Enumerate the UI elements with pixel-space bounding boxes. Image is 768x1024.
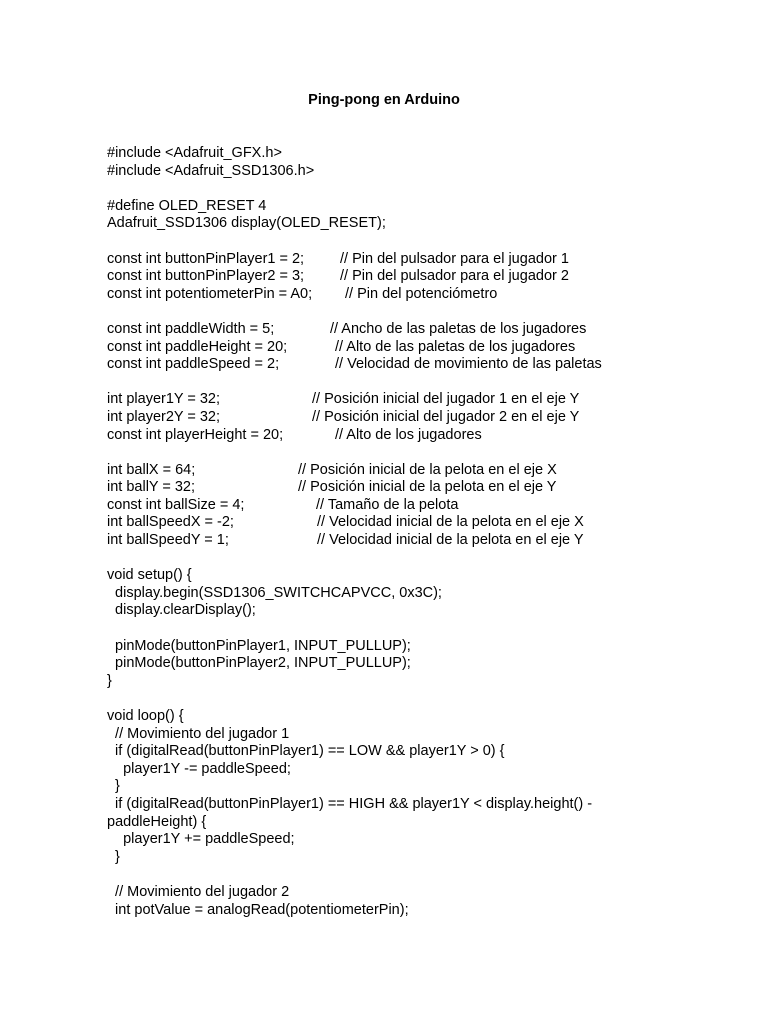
code-text: int player2Y = 32; [107,408,220,425]
code-text: const int ballSize = 4; [107,496,245,513]
code-comment: // Pin del potenciómetro [345,285,498,302]
code-comment: // Velocidad inicial de la pelota en el eje Y [317,532,584,549]
code-line [107,884,747,902]
code-comment: // Posición inicial de la pelota en el eje X [298,461,557,478]
code-line [107,620,747,638]
code-text: const int buttonPinPlayer1 = 2; [107,250,305,267]
code-line [107,602,747,620]
code-line [107,514,747,532]
code-line [107,479,747,497]
code-line [107,145,747,163]
code-comment: // Ancho de las paletas de los jugadores [330,320,587,337]
code-comment: // Alto de las paletas de los jugadores [335,338,576,355]
code-text: const int potentiometerPin = A0; [107,285,313,302]
code-text: int ballX = 64; [107,461,196,478]
code-text: const int buttonPinPlayer2 = 3; [107,268,305,285]
code-line [107,163,747,181]
code-comment: // Velocidad de movimiento de las paletas [335,356,602,373]
code-line [107,286,747,304]
code-text: if (digitalRead(buttonPinPlayer1) == HIGH && player1Y < display.height() - [107,795,593,812]
code-text: #include <Adafruit_SSD1306.h> [107,162,315,179]
code-line [107,251,747,269]
code-line [107,814,747,832]
code-text: #include <Adafruit_GFX.h> [107,145,282,161]
code-line [107,849,747,867]
code-text: int potValue = analogRead(potentiometerPin); [107,901,409,918]
code-text: pinMode(buttonPinPlayer2, INPUT_PULLUP); [107,655,411,672]
code-text: int player1Y = 32; [107,391,220,408]
code-text: pinMode(buttonPinPlayer1, INPUT_PULLUP); [107,637,411,654]
code-text: player1Y -= paddleSpeed; [107,760,291,777]
code-comment: // Posición inicial del jugador 1 en el eje Y [312,391,580,408]
code-line [107,567,747,585]
code-text: const int paddleWidth = 5; [107,320,275,337]
code-line [107,655,747,673]
code-line [107,585,747,603]
code-line [107,180,747,198]
code-line [107,356,747,374]
document-title: Ping-pong en Arduino [308,92,460,108]
code-text: } [107,672,112,689]
code-line [107,233,747,251]
code-line [107,444,747,462]
code-text: void loop() { [107,708,184,724]
code-line [107,198,747,216]
code-line [107,339,747,357]
code-line [107,902,747,920]
code-line [107,374,747,392]
code-text: int ballY = 32; [107,479,196,496]
code-listing [107,145,747,919]
code-text: const int paddleHeight = 20; [107,338,288,355]
code-text: player1Y += paddleSpeed; [107,831,295,848]
code-text: Adafruit_SSD1306 display(OLED_RESET); [107,215,386,232]
code-line [107,638,747,656]
code-text: void setup() { [107,567,192,584]
code-line [107,462,747,480]
code-text: const int paddleSpeed = 2; [107,356,280,373]
code-line [107,427,747,445]
code-line [107,761,747,779]
code-text: display.clearDisplay(); [107,602,256,619]
code-line [107,778,747,796]
code-text: #define OLED_RESET 4 [107,197,267,214]
code-line [107,409,747,427]
code-comment: // Pin del pulsador para el jugador 1 [340,250,569,267]
code-line [107,268,747,286]
code-line [107,497,747,515]
code-line [107,866,747,884]
code-comment: // Posición inicial de la pelota en el eje Y [298,479,557,496]
code-line [107,215,747,233]
code-text: } [107,848,120,865]
code-text: // Movimiento del jugador 2 [107,883,290,900]
code-text: if (digitalRead(buttonPinPlayer1) == LOW && player1Y > 0) { [107,743,505,760]
code-line [107,532,747,550]
code-text: // Movimiento del jugador 1 [107,725,290,742]
code-line [107,796,747,814]
code-line [107,673,747,691]
code-comment: // Velocidad inicial de la pelota en el eje X [317,514,584,531]
code-text: } [107,778,120,795]
code-line [107,831,747,849]
code-line [107,391,747,409]
code-text: int ballSpeedX = -2; [107,514,234,531]
code-line [107,550,747,568]
code-text: int ballSpeedY = 1; [107,532,229,549]
code-comment: // Posición inicial del jugador 2 en el eje Y [312,408,580,425]
code-line [107,743,747,761]
code-line [107,708,747,726]
code-line [107,321,747,339]
code-line [107,303,747,321]
code-line [107,726,747,744]
code-line [107,690,747,708]
code-comment: // Alto de los jugadores [335,426,482,443]
code-text: paddleHeight) { [107,813,207,830]
code-comment: // Tamaño de la pelota [316,496,459,513]
code-comment: // Pin del pulsador para el jugador 2 [340,268,569,285]
code-text: const int playerHeight = 20; [107,426,284,443]
code-text: display.begin(SSD1306_SWITCHCAPVCC, 0x3C); [107,584,442,601]
